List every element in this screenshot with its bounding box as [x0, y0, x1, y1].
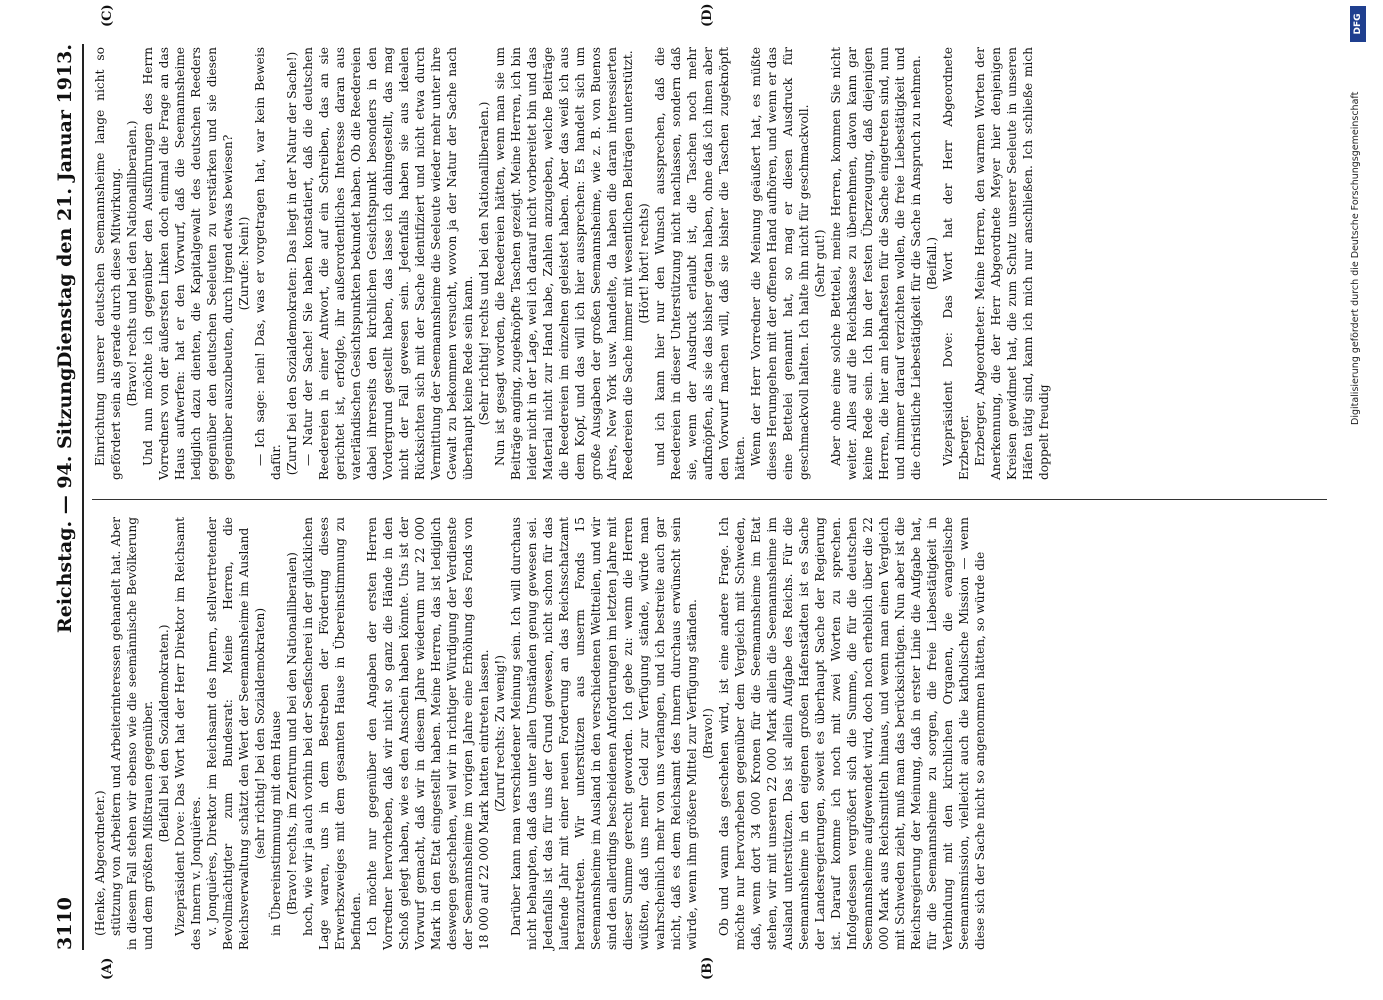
interjection: (Sehr richtig! rechts und bei den Nationalliberalen.) — [477, 101, 491, 426]
margin-marker-b: (B) — [700, 956, 715, 980]
interjection: (sehr richtig! bei den Sozialdemokraten) — [253, 607, 267, 860]
paragraph: Darüber kann man verschiedener Meinung sein. Ich will durchaus nicht behaupten, daß das unter allen Umständen genug gewesen sei. Jedenfalls ist das für uns der Grund gewesen, nicht schon für das laufende Jahr mit einer neuen Forderung an das Reichsschatzamt heranzutreten. Wir unterstützen aus unserm Fonds 15 Seemannsheime im Ausland in den verschiedenen Weltteilen, und wir sind den allerdings bescheidenen Anforderungen im letzten Jahre mit dieser Summe gerecht geworden. Ich gebe zu: wenn die Herren wüßten, daß uns mehr Geld zur Verfügung stände, würde man wahrscheinlich mehr von uns verlangen, und ich bestreite auch gar nicht, daß es dem Reichsamt des Innern durchaus erwünscht sein würde, wenn ihm größere Mittel zur Verfügung ständen. — [509, 517, 699, 950]
interjection: (Zuruf bei den Sozialdemokraten: Das liegt in der Natur der Sache!) — [285, 51, 299, 476]
interjection: (Beifall.) — [925, 236, 939, 291]
session-date: Dienstag den 21. Januar 1913. — [54, 44, 76, 369]
interjection: (Bravo! rechts, im Zentrum und bei den Nationalliberalen) — [285, 552, 299, 915]
interjection: (Sehr gut!) — [813, 229, 827, 298]
page-number: 3110 — [54, 897, 76, 950]
paragraph: Einrichtung unserer deutschen Seemannsheime lange nicht so gefördert sein als gerade durch diese Mitwirkung. — [93, 47, 123, 480]
paragraph: — Natur der Sache! Sie haben konstatiert, daß die deutschen Reedereien in einer Antwort, die auf ein Schreiben, das an sie gerichtet ist, erfolgte, ihr außerordentliches Interesse daran aus vaterländischen Gesichtspunkten bekundet haben. Ob die Reedereien dabei ihrerseits den kirchlichen Gesichtspunkt besonders in den Vordergrund gestellt haben, das lasse ich dahingestellt, das mag nicht der Fall gewesen sein. Jedenfalls haben sie aus idealen Rücksichten sich mit der Sache identifiziert und nicht etwa durch Vermittlung der Seemannsheime die Seeleute wieder mehr unter ihre Gewalt zu bekommen versucht, wovon ja der Natur der Sache nach überhaupt keine Rede sein kann. — [301, 47, 475, 480]
paragraph: hoch, wie wir ja auch vorhin bei der Seefischerei in der glücklichen Lage waren, uns in dem Bestreben der Förderung dieses Erwerbszweiges mit dem gesamten Hause in Übereinstimmung zu befinden. — [301, 517, 363, 950]
right-column — [92, 47, 1052, 480]
interjection: (Zuruf rechts: Zu wenig!) — [493, 655, 507, 813]
paragraph: Ob und wann das geschehen wird, ist eine andere Frage. Ich möchte nur hervorheben gegenüber dem Vergleich mit Schweden, daß, wenn dort 34 000 Kronen für die Seemannsheime im Etat stehen, wir mit unseren 22 000 Mark allein die Seemannsheime im Ausland unterstützen. Das ist allein Aufgabe des Reichs. Für die Seemannsheime in den eigenen großen Hafenstädten ist es Sache der Landesregierungen, soweit es überhaupt Sache der Regierung ist. Darauf komme ich noch mit zwei Worten zu sprechen. Infolgedessen vergrößert sich die Summe, die für die deutschen Seemannsheime aufgewendet wird, doch noch erheblich über die 22 000 Mark aus Reichsmitteln hinaus, und wenn man einen Vergleich mit Schweden zieht, muß man das berücksichtigen. Nun aber ist die Reichsregierung der Meinung, daß in erster Linie die Aufgabe hat, für die Seemannsheime zu sorgen, die freie Liebestätigkeit in Verbindung mit den kirchlichen Organen, die evangelische Seemannsmission, vielleicht auch die katholische Mission — wenn diese sich der Sache nicht so angenommen hätten, so würde die — [717, 517, 987, 950]
paragraph: Wenn der Herr Vorredner die Meinung geäußert hat, es müßte dieses Herumgehen mit der offenen Hand aufhören, und wenn er das eine Bettelei genannt hat, so mag er diesen Ausdruck für geschmackvoll halten. Ich halte ihn nicht für geschmackvoll. — [749, 47, 811, 480]
interjection: (Bravo!) — [701, 708, 715, 759]
paragraph: in Übereinstimmung mit dem Hause — [269, 710, 283, 936]
paragraph: Aber ohne eine solche Bettelei, meine Herren, kommen Sie nicht weiter. Alles auf die Reichskasse zu übernehmen, davon kann gar keine Rede sein. Ich bin der festen Überzeugung, daß diejenigen Herren, die hier am lebhaftesten für die Sache eingetreten sind, nun und nimmer darauf verzichten wollen, die freie Liebestätigkeit und die christliche Liebestätigkeit für die Sache in Anspruch zu nehmen. — [829, 47, 923, 480]
paragraph: v. Jonquières, Direktor im Reichsamt des Innern, stellvertretender Bevollmächtigter zum Bundesrat: Meine Herren, die Reichsverwaltung schätzt den Wert der Seemannsheime im Ausland — [205, 517, 251, 950]
paragraph: Ich möchte nur gegenüber den Angaben der ersten Herren Vorredner hervorheben, daß wir nicht so ganz die Hände in den Schoß gelegt haben, wie es den Anschein haben könnte. Uns ist der Vorwurf gemacht, daß wir in diesem Jahre wiederum nur 22 000 Mark in den Etat eingestellt haben. Meine Herren, das ist lediglich deswegen geschehen, weil wir in richtiger Würdigung der Verdienste der Seemannsheime im vorigen Jahre eine Erhöhung des Fonds von 18 000 auf 22 000 Mark hatten eintreten lassen. — [365, 517, 491, 950]
margin-marker-a: (A) — [100, 957, 115, 980]
paragraph: Erzberger, Abgeordneter: Meine Herren, den warmen Worten der Anerkennung, die der Herr Abgeordnete Meyer hier denjenigen Kreisen gewidmet hat, die zum Schutz unserer Seeleute in unseren Häfen tätig sind, kann ich mich nur anschließen. Ich schließe mich doppelt freudig — [973, 47, 1051, 480]
interjection: (Zurufe: Nein!) — [237, 216, 251, 311]
paragraph: (Henke, Abgeordneter.) — [93, 790, 107, 936]
digitization-credit: Digitalisierung gefördert durch die Deutsche Forschungsgemeinschaft — [1350, 91, 1361, 425]
paragraph: Vizepräsident Dove: Das Wort hat der Herr Direktor im Reichsamt des Innern v. Jonquières. — [173, 517, 203, 950]
paragraph: Nun ist gesagt worden, die Reedereien hätten, wenn man sie um Beiträge anging, zugeknöpfte Taschen gezeigt. Meine Herren, ich bin leider nicht in der Lage, weil ich darauf nicht vorbereitet bin und das Material nicht zur Hand habe, Zahlen anzugeben, welche Beiträge die Reedereien im einzelnen geleistet haben. Aber das weiß ich aus dem Kopf, und das will ich hier aussprechen: Es handelt sich um große Ausgaben der großen Seemannsheime, wie z. B. von Buenos Aires, New York usw. handelte, da haben die daran interessierten Reedereien die Sache immer mit wesentlichen Beiträgen unterstützt. — [493, 47, 635, 480]
margin-marker-d: (D) — [700, 3, 715, 27]
page-header — [52, 44, 84, 950]
interjection: (Bravo! rechts und bei den Nationalliberalen.) — [125, 120, 139, 407]
column-divider — [92, 499, 1327, 500]
paragraph: stützung von Arbeitern und Arbeiterinteressen gehandelt hat. Aber in diesem Fall stehen wir ebenso wie die seemännische Bevölkerung und dem größten Mißtrauen gegenüber. — [109, 517, 155, 950]
paragraph: — Ich sage: nein! Das, was er vorgetragen hat, war kein Beweis dafür. — [253, 47, 283, 480]
dfg-logo: DFG — [1350, 6, 1366, 42]
paragraph: und ich kann hier nur den Wunsch aussprechen, daß die Reedereien in dieser Unterstützung nicht nachlassen, sondern daß sie, wenn der Ausdruck erlaubt ist, die Taschen noch mehr aufknöpfen, als sie das bisher getan haben, ohne daß ich ihnen aber den Vorwurf machen will, daß sie bisher die Taschen zugeknöpft hätten. — [653, 47, 747, 480]
paragraph: Und nun möchte ich gegenüber den Ausführungen des Herrn Vorredners von der äußersten Linken doch einmal die Frage an das Haus aufwerfen: hat er den Vorwurf, daß die Seemannsheime lediglich dazu dienten, die Kapitalgewalt des deutschen Reeders gegenüber den deutschen Seeleuten zu verstärken und sie diesen gegenüber auszubeuten, durch irgend etwas bewiesen? — [141, 47, 235, 480]
margin-marker-c: (C) — [100, 4, 115, 27]
left-column — [92, 517, 988, 950]
interjection: (Hört! hört! rechts) — [637, 203, 651, 324]
session-title: Reichstag. — 94. Sitzung. — [54, 360, 76, 634]
interjection: (Beifall bei den Sozialdemokraten.) — [157, 624, 171, 843]
paragraph: Vizepräsident Dove: Das Wort hat der Herr Abgeordnete Erzberger. — [941, 47, 971, 480]
